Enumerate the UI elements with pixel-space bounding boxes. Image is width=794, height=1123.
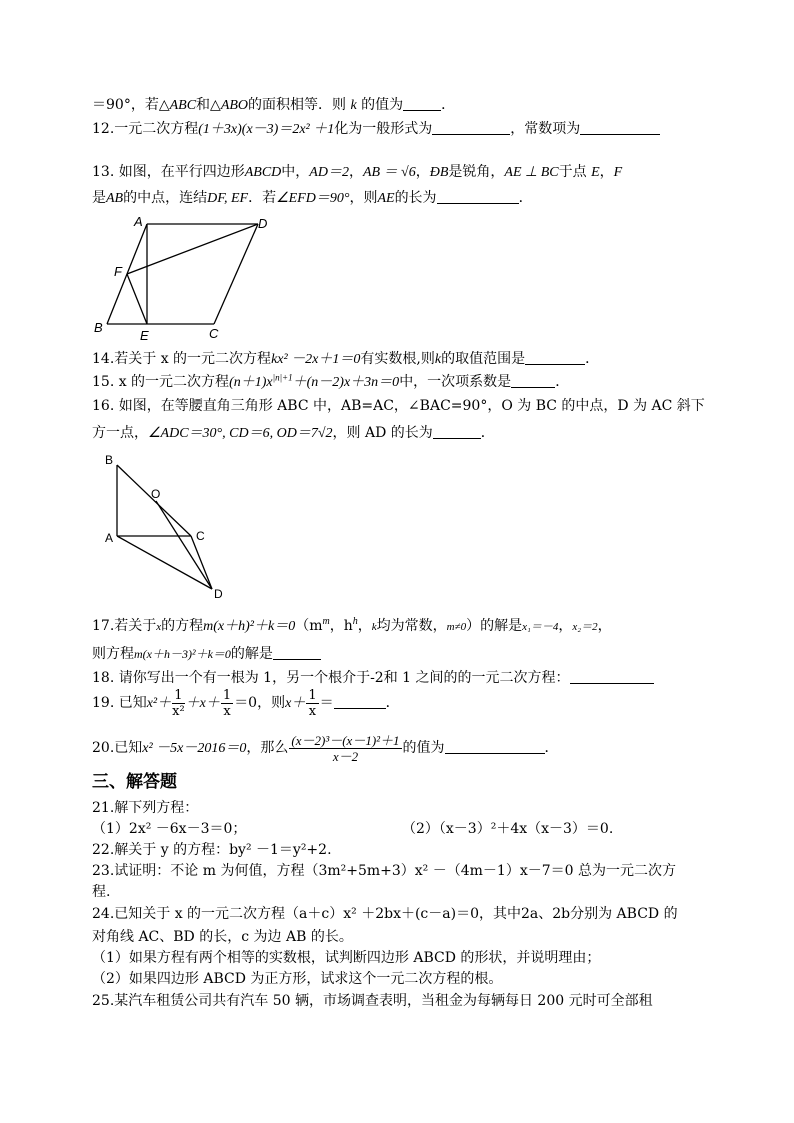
question-21-part-2: （2）（x－3）²＋4x（x－3）＝0. — [402, 821, 614, 837]
question-13-line-2: 是AB的中点，连结DF, EF．若∠EFD＝90°，则AE的长为 ． — [92, 190, 533, 206]
question-24-line-1: 24.已知关于 x 的一元二次方程（a＋c）x² ＋2bx＋(c－a)＝0，其中2a、2b分别为 ABCD 的 — [92, 906, 678, 922]
label-d: D — [258, 216, 268, 231]
fraction: $\frac{1}{x}$ — [308, 687, 317, 719]
answer-blank[interactable] — [273, 645, 321, 660]
fraction: $\frac{\text{(x－2)³－(x－1)²＋1}}{x-2}$ — [291, 732, 400, 764]
answer-blank[interactable] — [334, 694, 386, 709]
label-f: F — [114, 264, 122, 279]
question-18: 18. 请你写出一个有一根为 1，另一个根介于-2和 1 之间的的一元二次方程： — [92, 669, 654, 687]
segment-ad — [117, 536, 212, 589]
segment-fe — [127, 274, 147, 324]
question-19: 19. 已知x²＋ $\frac{1}{\text{x²}}$ ＋x＋ $\frac{1}{x}$ ＝0，则x＋ $\frac{1}{x}$ ＝ ． — [92, 687, 400, 719]
question-11-tail: ＝90°，若△ABC和△ABO的面积相等．则 k 的值为 ． — [92, 97, 456, 113]
question-20: 20.已知x² －5x－2016＝0，那么 $\frac{\text{(x－2)³－(x－1)²＋1}}{x-2}$ 的值为 ． — [92, 732, 559, 764]
question-12: 12.一元二次方程(1＋3x)(x－3)＝2x² ＋1化为一般形式为 ，常数项为 — [92, 120, 660, 139]
fraction: $\frac{1}{x}$ — [222, 687, 232, 719]
segment-od — [156, 501, 212, 589]
label-c: C — [196, 529, 205, 543]
question-24-line-2: 对角线 AC、BD 的长，c 为边 AB 的长。 — [92, 929, 353, 945]
answer-blank[interactable] — [570, 669, 654, 684]
answer-blank[interactable] — [403, 96, 441, 111]
label-e: E — [140, 328, 149, 343]
question-17-line-2: 则方程m(x＋h－3)²＋k＝0的解是 — [92, 645, 321, 663]
answer-blank[interactable] — [433, 424, 481, 439]
label-o: O — [151, 487, 161, 501]
question-21-part-1: （1）2x² －6x－3＝0； — [92, 821, 247, 837]
segment-cd — [191, 536, 212, 589]
answer-blank[interactable] — [511, 373, 555, 388]
answer-blank[interactable] — [432, 120, 510, 135]
isosceles-triangle-figure — [100, 450, 230, 600]
question-24-part-2: （2）如果四边形 ABCD 为正方形，试求这个一元二次方程的根。 — [92, 971, 503, 987]
answer-blank[interactable] — [580, 120, 660, 135]
question-14: 14.若关于 x 的一元二次方程kx² －2x＋1＝0有实数根,则k的取值范围是 ． — [92, 351, 600, 367]
label-a: A — [134, 214, 143, 229]
section-heading: 三、解答题 — [92, 772, 177, 792]
fraction: $\frac{1}{\text{x²}}$ — [172, 687, 185, 719]
question-23-line-2: 程. — [92, 884, 111, 900]
label-b: B — [105, 453, 114, 467]
answer-blank[interactable] — [525, 350, 585, 365]
parallelogram-figure — [90, 212, 280, 344]
answer-blank[interactable] — [437, 189, 519, 204]
label-a: A — [105, 531, 114, 545]
label-d: D — [214, 587, 223, 600]
question-22: 22.解关于 y 的方程：by² －1＝y²+2. — [92, 842, 332, 858]
question-24-part-1: （1）如果方程有两个相等的实数根，试判断四边形 ABCD 的形状，并说明理由； — [92, 950, 601, 966]
side-dc — [214, 224, 258, 324]
question-21-title: 21.解下列方程： — [92, 800, 199, 816]
question-13-line-1: 13. 如图，在平行四边形ABCD中，AD＝2，AB ＝ √6，ÐB是锐角，AE ⊥ BC于点 E，F — [92, 164, 623, 180]
label-c: C — [209, 326, 219, 341]
question-25: 25.某汽车租赁公司共有汽车 50 辆，市场调查表明，当租金为每辆每日 200 元时可全部租 — [92, 993, 653, 1009]
question-16-line-1: 16. 如图，在等腰直角三角形 ABC 中，AB=AC，∠BAC=90°，O 为 BC 的中点，D 为 AC 斜下 — [92, 398, 705, 414]
label-b: B — [94, 320, 103, 335]
question-23-line-1: 23.试证明：不论 m 为何值，方程（3m²+5m+3）x² －（4m－1）x－7＝0 总为一元二次方 — [92, 863, 676, 879]
question-16-line-2: 方一点，∠ADC＝30°, CD＝6, OD＝7√2，则 AD 的长为 ． — [92, 425, 495, 441]
question-17-line-1: 17.若关于x的方程$m(x+h)^2+k=0(m^m$，$h^h$，k均为常数，m≠0）的解是x₁＝－4，x₂＝2， — [92, 616, 612, 634]
question-15: 15. x 的一元二次方程$(n+1)x^{|n|+1}+(n-2)x+3n=0$中，一次项系数是 ． — [92, 372, 570, 390]
answer-blank[interactable] — [445, 739, 545, 754]
